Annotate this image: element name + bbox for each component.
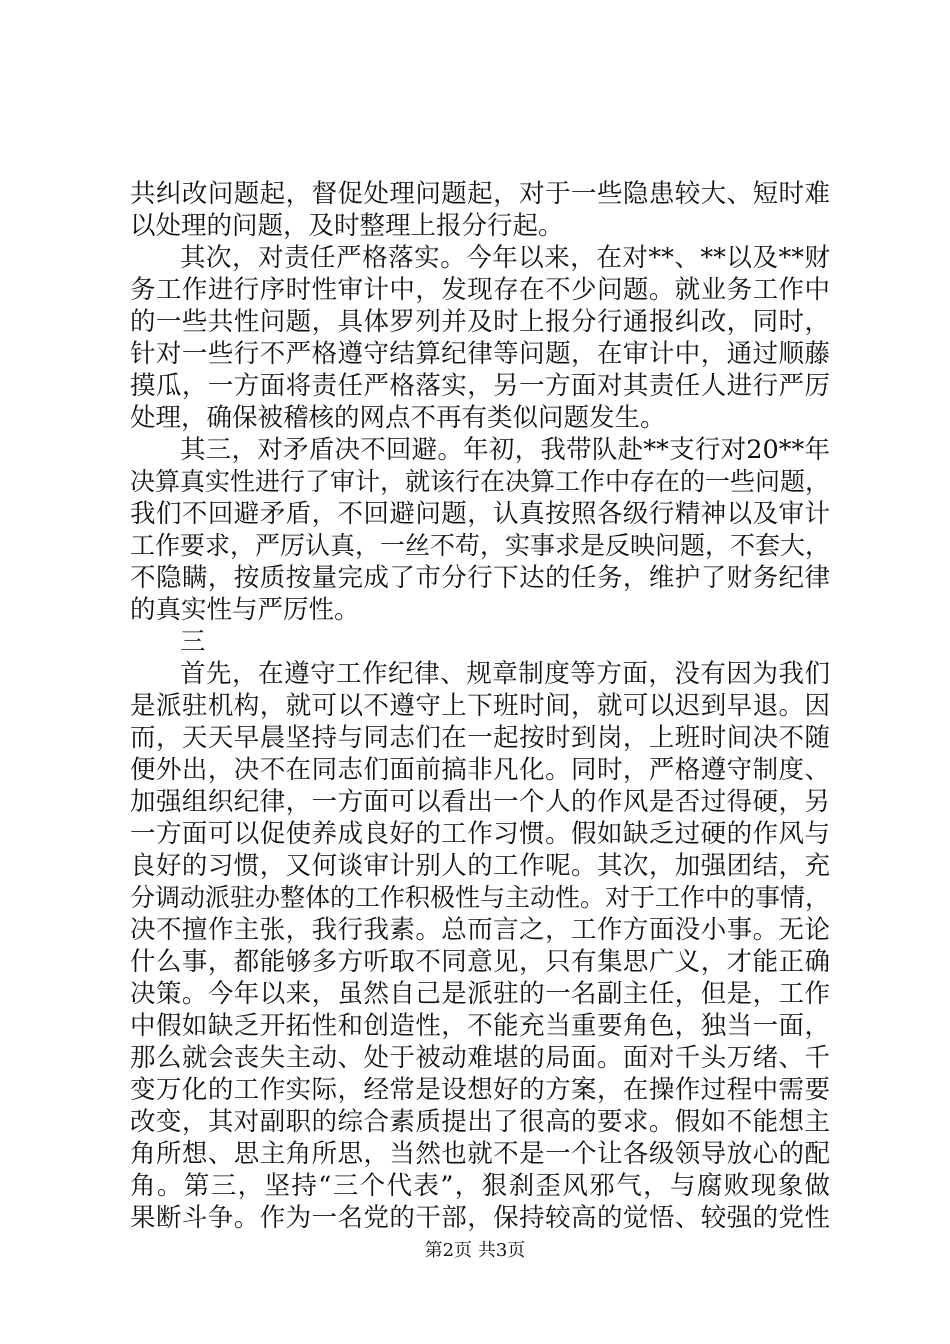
body-line: 决不擅作主张，我行我素。总而言之，工作方面没小事。无论	[130, 915, 830, 945]
body-line: 中假如缺乏开拓性和创造性，不能充当重要角色，独当一面，	[130, 1011, 830, 1041]
body-line: 加强组织纪律，一方面可以看出一个人的作风是否过得硬，另	[130, 787, 830, 817]
body-line: 良好的习惯，又何谈审计别人的工作呢。其次，加强团结，充	[130, 851, 830, 881]
body-line: 角。第三，坚持“三个代表”，狠刹歪风邪气，与腐败现象做	[130, 1171, 830, 1201]
body-line: 的一些共性问题，具体罗列并及时上报分行通报纠改，同时，	[130, 307, 830, 337]
page-footer: 第2页 共3页	[424, 1240, 526, 1261]
paragraph-first-line: 其次，对责任严格落实。今年以来，在对**、**以及**财	[180, 243, 830, 273]
body-line: 共纠改问题起，督促处理问题起，对于一些隐患较大、短时难	[130, 179, 830, 209]
section-heading: 三	[180, 627, 206, 657]
body-line: 而，天天早晨坚持与同志们在一起按时到岗，上班时间决不随	[130, 723, 830, 753]
body-line: 那么就会丧失主动、处于被动难堪的局面。面对千头万绪、千	[130, 1043, 830, 1073]
body-line: 决策。今年以来，虽然自己是派驻的一名副主任，但是，工作	[130, 979, 830, 1009]
body-line: 什么事，都能够多方听取不同意见，只有集思广义，才能正确	[130, 947, 830, 977]
body-line: 摸瓜，一方面将责任严格落实，另一方面对其责任人进行严厉	[130, 371, 830, 401]
body-line: 变万化的工作实际，经常是设想好的方案，在操作过程中需要	[130, 1075, 830, 1105]
body-line: 以处理的问题，及时整理上报分行起。	[130, 211, 564, 241]
body-line: 的真实性与严厉性。	[130, 595, 360, 625]
body-line: 分调动派驻办整体的工作积极性与主动性。对于工作中的事情，	[130, 883, 831, 912]
body-line: 不隐瞒，按质按量完成了市分行下达的任务，维护了财务纪律	[130, 563, 830, 593]
paragraph-first-line: 其三，对矛盾决不回避。年初，我带队赴**支行对20**年	[180, 435, 830, 465]
body-line: 决算真实性进行了审计，就该行在决算工作中存在的一些问题，	[130, 467, 831, 496]
body-line: 是派驻机构，就可以不遵守上下班时间，就可以迟到早退。因	[130, 691, 830, 721]
body-line: 便外出，决不在同志们面前搞非凡化。同时，严格遵守制度、	[130, 755, 830, 785]
body-line: 角所想、思主角所思，当然也就不是一个让各级领导放心的配	[130, 1139, 830, 1169]
body-line: 我们不回避矛盾，不回避问题，认真按照各级行精神以及审计	[130, 499, 830, 529]
body-line: 务工作进行序时性审计中，发现存在不少问题。就业务工作中	[130, 275, 830, 305]
body-line: 处理，确保被稽核的网点不再有类似问题发生。	[130, 403, 666, 433]
body-line: 一方面可以促使养成良好的工作习惯。假如缺乏过硬的作风与	[130, 819, 830, 849]
body-line: 针对一些行不严格遵守结算纪律等问题，在审计中，通过顺藤	[130, 339, 830, 369]
body-line: 工作要求，严厉认真，一丝不苟，实事求是反映问题，不套大，	[130, 531, 831, 560]
paragraph-first-line: 首先，在遵守工作纪律、规章制度等方面，没有因为我们	[180, 659, 830, 689]
body-line: 果断斗争。作为一名党的干部，保持较高的觉悟、较强的党性	[130, 1203, 830, 1233]
body-line: 改变，其对副职的综合素质提出了很高的要求。假如不能想主	[130, 1107, 830, 1137]
